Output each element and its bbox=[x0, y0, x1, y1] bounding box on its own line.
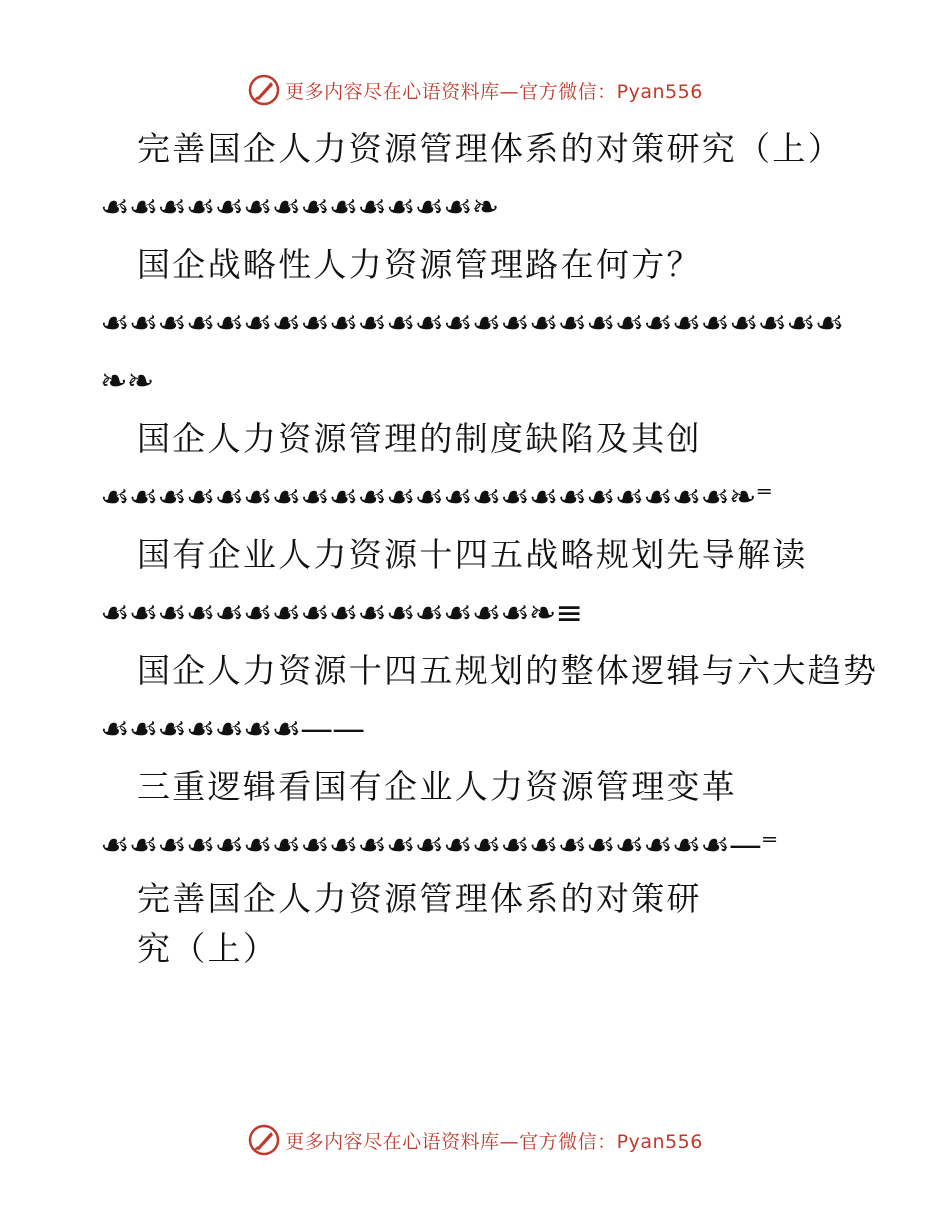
ornament-line: ☙☙☙☙☙☙☙☙☙☙☙☙☙☙☙☙☙☙☙☙☙☙—⁼ bbox=[100, 825, 778, 864]
header-banner-text: 更多内容尽在心语资料库—官方微信：Pyan556 bbox=[285, 80, 703, 103]
ornament-line: ☙☙☙☙☙☙☙☙☙☙☙☙☙☙☙❧≡ bbox=[100, 593, 583, 632]
header-banner bbox=[0, 70, 950, 110]
entry-title: 完善国企人力资源管理体系的对策研究（上） bbox=[137, 129, 843, 168]
ornament-line: ☙☙☙☙☙☙☙☙☙☙☙☙☙☙☙☙☙☙☙☙☙☙☙☙☙☙❧❧ bbox=[100, 303, 844, 400]
entry-title: 国企人力资源管理的制度缺陷及其创 bbox=[137, 419, 702, 458]
entry-title: 完善国企人力资源管理体系的对策研究（上） bbox=[137, 879, 702, 968]
footer-banner-text: 更多内容尽在心语资料库—官方微信：Pyan556 bbox=[285, 1130, 703, 1153]
quill-logo-icon bbox=[247, 1123, 281, 1157]
entry-title: 国企战略性人力资源管理路在何方？ bbox=[137, 245, 702, 284]
ornament-line: ☙☙☙☙☙☙☙☙☙☙☙☙☙❧ bbox=[100, 187, 499, 226]
entry-title: 三重逻辑看国有企业人力资源管理变革 bbox=[137, 767, 738, 806]
ornament-line: ☙☙☙☙☙☙☙—— bbox=[100, 709, 365, 748]
ornament-line: ☙☙☙☙☙☙☙☙☙☙☙☙☙☙☙☙☙☙☙☙☙☙❧⁼ bbox=[100, 477, 772, 516]
footer-banner bbox=[0, 1120, 950, 1160]
document-body bbox=[100, 120, 879, 974]
entry-title: 国企人力资源十四五规划的整体逻辑与六大趋势 bbox=[137, 651, 879, 690]
entry-title: 国有企业人力资源十四五战略规划先导解读 bbox=[137, 535, 808, 574]
quill-logo-icon bbox=[247, 73, 281, 107]
